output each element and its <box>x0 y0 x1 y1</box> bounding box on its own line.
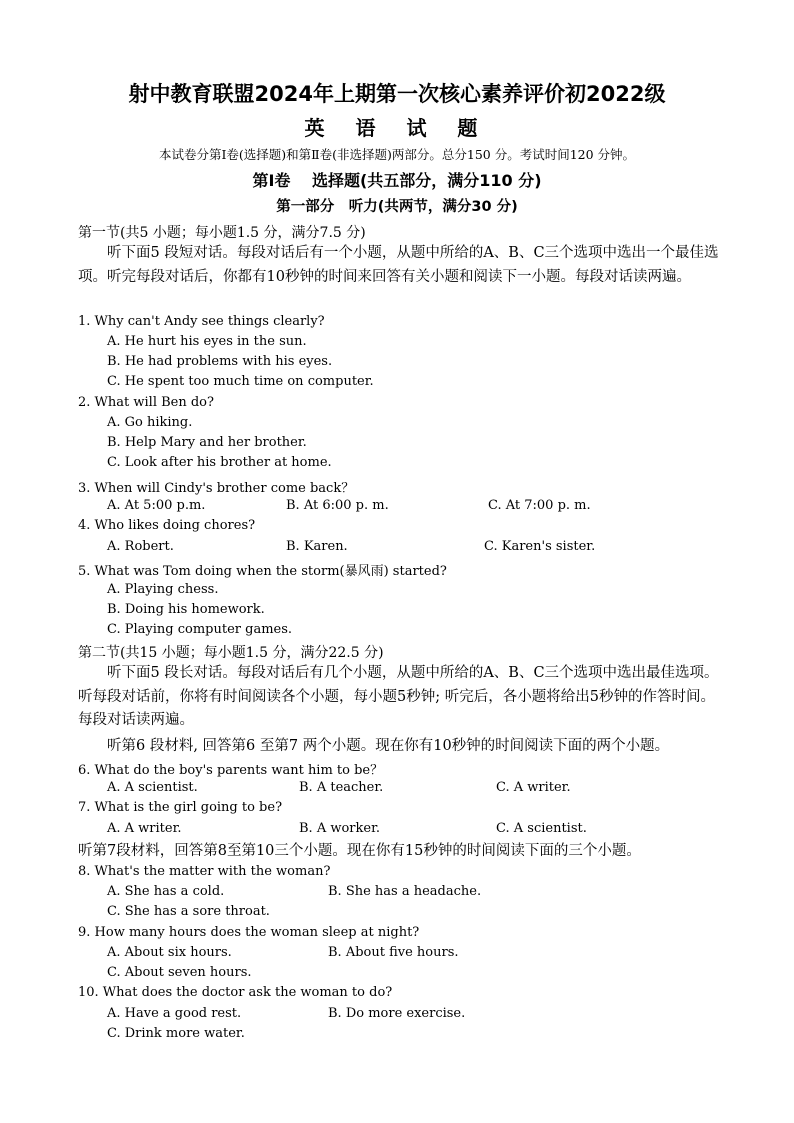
q7-option-b: B. A worker. <box>299 821 380 836</box>
q6-option-c: C. A writer. <box>496 780 571 795</box>
q7-option-c: C. A scientist. <box>496 821 587 836</box>
q1-option-b: B. He had problems with his eyes. <box>107 354 333 369</box>
q2-option-b: B. Help Mary and her brother. <box>107 435 307 450</box>
q9-option-b: B. About five hours. <box>328 945 459 960</box>
q4-option-b: B. Karen. <box>286 539 348 554</box>
exam-note: 本试卷分第Ⅰ卷(选择题)和第Ⅱ卷(非选择题)两部分。总分150 分。考试时间120 分钟。 <box>158 147 636 162</box>
q5-option-b: B. Doing his homework. <box>107 602 265 617</box>
subject-title: 英 语 试 题 <box>304 116 490 140</box>
section1-instructions <box>78 242 723 289</box>
q1-option-c: C. He spent too much time on computer. <box>107 374 374 389</box>
q8-option-c: C. She has a sore throat. <box>107 904 270 919</box>
question-3: 3. When will Cindy's brother come back？ <box>78 481 355 496</box>
q8-option-a: A. She has a cold. <box>107 884 225 899</box>
question-10: 10. What does the doctor ask the woman to do? <box>78 985 393 1000</box>
q8-option-b: B. She has a headache. <box>328 884 482 899</box>
q10-option-a: A. Have a good rest. <box>107 1006 242 1021</box>
q9-option-c: C. About seven hours. <box>107 965 252 980</box>
q6-option-a: A. A scientist. <box>107 780 198 795</box>
q3-option-a: A. At 5:00 p.m. <box>107 498 206 513</box>
question-9: 9. How many hours does the woman sleep at night? <box>78 925 420 940</box>
q5-option-a: A. Playing chess. <box>107 582 219 597</box>
q3-option-c: C. At 7:00 p. m. <box>488 498 591 513</box>
q9-option-a: A. About six hours. <box>107 945 232 960</box>
question-7: 7. What is the girl going to be? <box>78 800 283 815</box>
question-6: 6. What do the boy's parents want him to be？ <box>78 763 384 778</box>
q7-option-a: A. A writer. <box>107 821 182 836</box>
q10-option-b: B. Do more exercise. <box>328 1006 466 1021</box>
q1-option-a: A. He hurt his eyes in the sun. <box>107 334 307 349</box>
material-7-instruction: 听第7段材料，回答第8至第10三个小题。现在你有15秒钟的时间阅读下面的三个小题。 <box>78 843 641 859</box>
section1-heading: 第一节(共5 小题；每小题1.5 分，满分7.5 分) <box>78 225 366 241</box>
exam-title: 射中教育联盟2024年上期第一次核心素养评价初2022级 <box>128 82 666 106</box>
q5-option-c: C. Playing computer games. <box>107 622 293 637</box>
section2-instructions-text: 听下面5 段长对话。每段对话后有几个小题，从题中所给的A、B、C三个选项中选出最佳选项。听每段对话前，你将有时间阅读各个小题，每小题5秒钟; 听完后，各小题将给出5秒钟的作答时间。每段对话读两遍。 <box>78 665 719 728</box>
volume-heading: 第Ⅰ卷 选择题(共五部分，满分110 分) <box>252 171 542 190</box>
question-8: 8. What's the matter with the woman? <box>78 864 331 879</box>
section2-heading: 第二节(共15 小题；每小题1.5 分，满分22.5 分) <box>78 645 384 661</box>
question-1: 1. Why can't Andy see things clearly? <box>78 314 325 329</box>
question-2: 2. What will Ben do? <box>78 395 214 410</box>
section1-instructions-text: 听下面5 段短对话。每段对话后有一个小题，从题中所给的A、B、C三个选项中选出一个最佳选项。听完每段对话后，你都有10秒钟的时间来回答有关小题和阅读下一小题。每段对话读两遍。 <box>78 245 719 285</box>
q2-option-a: A. Go hiking. <box>107 415 193 430</box>
q2-option-c: C. Look after his brother at home. <box>107 455 332 470</box>
q6-option-b: B. A teacher. <box>299 780 384 795</box>
question-4: 4. Who likes doing chores? <box>78 518 256 533</box>
q4-option-c: C. Karen's sister. <box>484 539 596 554</box>
part-heading: 第一部分 听力(共两节，满分30 分) <box>276 199 518 215</box>
q3-option-b: B. At 6:00 p. m. <box>286 498 389 513</box>
q10-option-c: C. Drink more water. <box>107 1026 245 1041</box>
q4-option-a: A. Robert. <box>107 539 174 554</box>
section2-instructions <box>78 662 723 733</box>
question-5: 5. What was Tom doing when the storm(暴风雨) started? <box>78 564 447 579</box>
material-6-instruction: 听第6 段材料, 回答第6 至第7 两个小题。现在你有10秒钟的时间阅读下面的两个小题。 <box>107 738 670 754</box>
